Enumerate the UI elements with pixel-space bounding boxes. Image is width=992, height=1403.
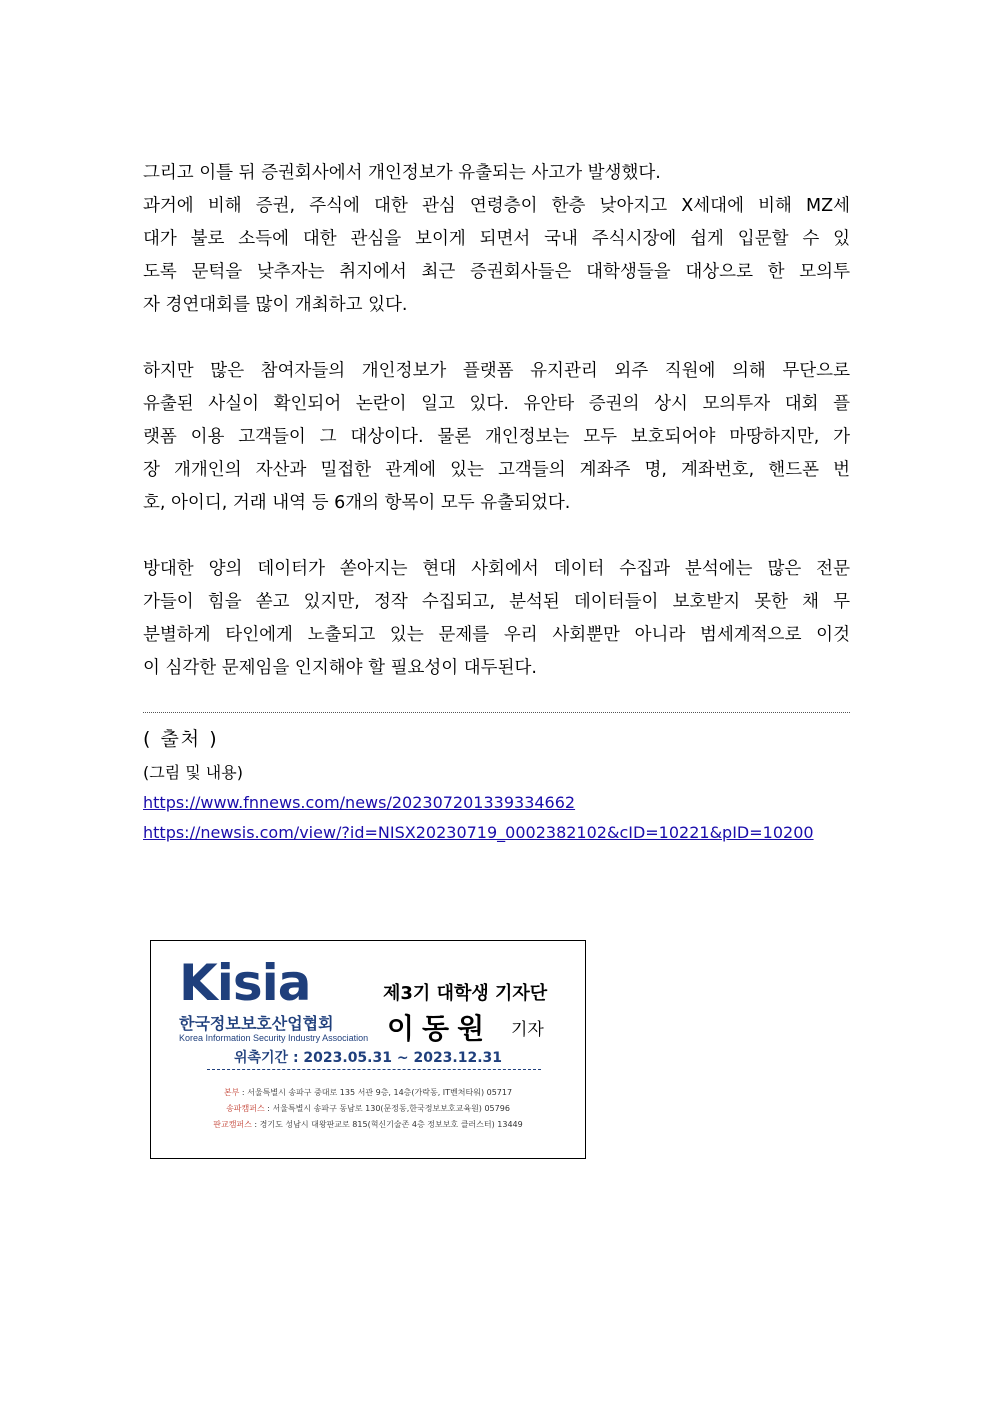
text-line: 자 경연대회를 많이 개최하고 있다.: [143, 295, 408, 315]
text-line: 과거에 비해 증권, 주식에 대한 관심 연령층이 한층 낮아지고 X세대에 비해 MZ세: [143, 196, 850, 216]
kisia-logo: Kisia: [179, 954, 311, 1012]
logo-korean-name: 한국정보보호산업협회: [179, 1014, 334, 1033]
text-line: 분별하게 타인에게 노출되고 있는 문제를 우리 사회뿐만 아니라 범세계적으로 이것: [143, 625, 850, 645]
card-divider: [207, 1069, 541, 1070]
text-line: 대가 불로 소득에 대한 관심을 보이게 되면서 국내 주식시장에 쉽게 입문할 수 있: [143, 229, 850, 249]
text-line: 장 개개인의 자산과 밀접한 관계에 있는 고객들의 계좌주 명, 계좌번호, 핸드폰 번: [143, 460, 850, 480]
sources-title: ( 출처 ): [143, 728, 219, 750]
text-line: 이 심각한 문제임을 인지해야 할 필요성이 대두된다.: [143, 658, 537, 678]
logo-english-name: Korea Information Security Industry Association: [179, 1033, 369, 1043]
text-line: 가들이 힘을 쏟고 있지만, 정작 수집되고, 분석된 데이터들이 보호받지 못한 채 무: [143, 592, 850, 612]
address-pangyo: [151, 1119, 585, 1130]
paragraph-1: [143, 157, 850, 322]
appointment-period: 위촉기간 : 2023.05.31 ~ 2023.12.31: [233, 1050, 503, 1066]
address-text: : 서울특별시 송파구 중대로 135 서관 9층, 14층(가락동, IT벤처타워) 05717: [239, 1088, 513, 1097]
reporter-card: [150, 940, 586, 1159]
source-link-newsis[interactable]: https://newsis.com/view/?id=NISX20230719_0002382102&cID=10221&pID=10200: [143, 823, 814, 842]
paragraph-3: [143, 553, 850, 685]
text-line: 도록 문턱을 낮추자는 취지에서 최근 증권회사들은 대학생들을 대상으로 한 모의투: [143, 262, 850, 282]
text-line: 그리고 이틀 뒤 증권회사에서 개인정보가 유출되는 사고가 발생했다.: [143, 163, 661, 183]
reporter-role: 기자: [511, 1020, 544, 1040]
address-text: : 서울특별시 송파구 동남로 130(문정동,한국정보보호교육원) 05796: [264, 1104, 510, 1113]
reporter-name: 이동원: [387, 1012, 493, 1045]
address-label: 송파캠퍼스: [226, 1104, 265, 1113]
reporter-group: 제3기 대학생 기자단: [383, 983, 548, 1004]
address-label: 본부: [223, 1088, 240, 1097]
source-link-fnnews[interactable]: https://www.fnnews.com/news/202307201339334662: [143, 793, 576, 812]
text-line: 하지만 많은 참여자들의 개인정보가 플랫폼 유지관리 외주 직원에 의해 무단으로: [143, 361, 850, 381]
sources-note: (그림 및 내용): [143, 763, 243, 782]
address-label: 판교캠퍼스: [213, 1120, 252, 1129]
address-hq: [151, 1087, 585, 1098]
paragraph-2: [143, 355, 850, 520]
dotted-divider: [143, 712, 850, 713]
text-line: 유출된 사실이 확인되어 논란이 일고 있다. 유안타 증권의 상시 모의투자 대회 플: [143, 394, 850, 414]
text-line: 호, 아이디, 거래 내역 등 6개의 항목이 모두 유출되었다.: [143, 493, 571, 513]
address-text: : 경기도 성남시 대왕판교로 815(혁신기술존 4층 정보보호 클러스터) 13449: [251, 1120, 523, 1129]
text-line: 방대한 양의 데이터가 쏟아지는 현대 사회에서 데이터 수집과 분석에는 많은 전문: [143, 559, 850, 579]
address-songpa: [151, 1103, 585, 1114]
text-line: 랫폼 이용 고객들이 그 대상이다. 물론 개인정보는 모두 보호되어야 마땅하지만, 가: [143, 427, 850, 447]
